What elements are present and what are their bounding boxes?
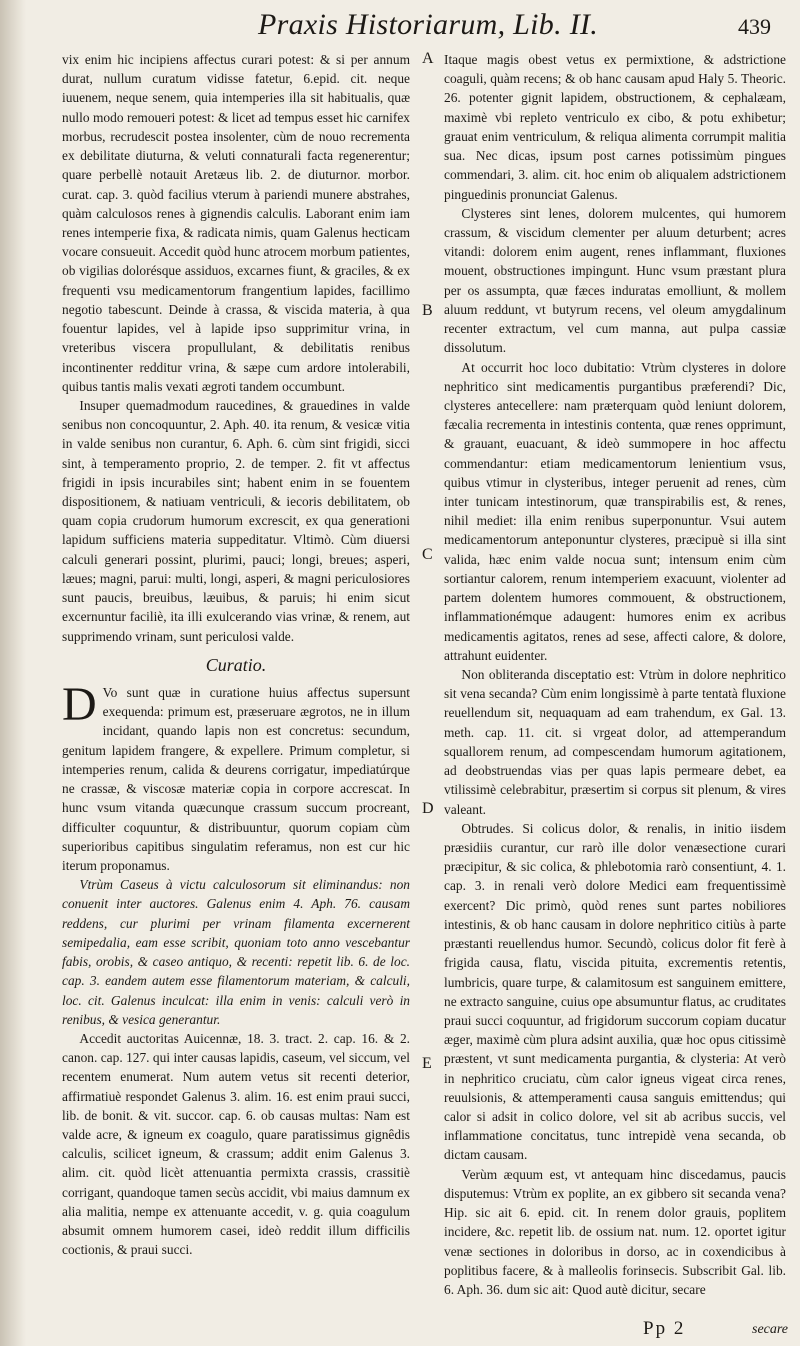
- right-paragraph-6: Verùm æquum est, vt antequam hinc discedamus, paucis disputemus: Vtrùm ex poplite, an ex gibbero sit secanda vena? Hip. sic ait 6. epid. cit. In renem dolor grauis, poplitem incidere, &c. repetit lib. de ossium nat. num. 12. oportet igitur venæ sectiones in doloribus in dorso, ac in coxendicibus à poplitibus facere, & à malleolis forinsecis. Subscribit Gal. lib. 6. Aph. 36. dum sic ait: Quod autè dicitur, secare: [444, 1166, 786, 1297]
- signature-mark: Pp 2: [643, 1318, 686, 1339]
- left-paragraph-3: [62, 678, 410, 875]
- right-paragraph-1: Itaque magis obest vetus ex permixtione, & adstrictione coaguli, quàm recens; & ob hanc causam apud Haly 5. Theoric. 26. potenter gignit lapidem, obstructionem, & cephalæam, maximè vbi repleto ventriculo ex cibo, & potu exhibetur; grauat enim ventriculum, & reliqua alimenta corrumpit malitia sua. Nec dicas, ipsum post carnes potissimùm pingues commendari, 3. alim. cit. hoc enim ob aliqualem adstrictionem pinguedinis pronunciat Galenus.: [444, 52, 786, 202]
- page-footer: [0, 1318, 800, 1342]
- right-paragraph-4: Non obliteranda disceptatio est: Vtrùm in dolore nephritico sit vena secanda? Cùm enim longissimè à parte tentatà fluxione reuellendum sit, nequaquam ad eam trahendum, ex Gal. 13. meth. cap. 11. cit. si vrgeat dolor, ad attemperandum squallorem renum, ad compescendam humorum agitationem, ad deobstruendas vias per quas lapis permeare debet, ea vtilissimè celebrabitur, præsertim si corpus sit plenum, & vires valeant.: [444, 667, 786, 817]
- page-header: [0, 8, 800, 46]
- margin-letter-a: A: [422, 50, 434, 67]
- margin-letter-d: D: [422, 800, 434, 817]
- catchword: secare: [752, 1322, 789, 1337]
- right-paragraph-3: At occurrit hoc loco dubitatio: Vtrùm clysteres in dolore nephritico sint medicamentis purgantibus præferendi? Dic, clysteres antecellere: nam præterquam quòd leniunt dolorem, fæcalia recrementa in intestinis contenta, quæ renes opprimunt, & grauant, euacuant, & ideò summopere in hoc affectu commendantur: etiam medicamentorum lenientium vsus, quibus vtimur in clysteribus, integer peruenit ad renes, cùm inter tunicam intestinorum, quæ transpirabilis est, & renes, nihil mediet: illa enim renibus superponuntur. Vsui autem medicamentorum anteponuntur clysteres, præcipuè si illa sint valida, hæc enim valde nocua sunt; intensum enim cùm sortiantur calorem, renum intemperiem exacuunt, violenter ad partem dolentem humores commouent, & obstructionem, inflammationémque adaugent: humores enim ex acribus medicamentis agitatos, renes ad sese, affecti calore, & dolore, attrahunt euidenter.: [444, 359, 786, 663]
- left-column: [62, 50, 410, 1260]
- left-paragraph-4: Vtrùm Caseus à victu calculosorum sit eliminandus: non conuenit inter auctores. Galenus enim 4. Aph. 76. causam reddens, cur plurimi per vrinam filamenta excernerent semipedalia, eam esse scribit, quoniam toto anno vescebantur fabis, orobis, & caseo antiquo, & recenti: repetit lib. 6. de loc. cap. 3. eandem autem esse filamentorum materiam, & calculi, loc. cit. Galenus inculcat: illa enim in venis: calculi verò in renibus, & vesica generantur.: [62, 877, 410, 1027]
- right-column: [444, 50, 786, 1299]
- margin-letter-b: B: [422, 302, 433, 319]
- left-paragraph-3-text: Vo sunt quæ in curatione huius affectus supersunt exequenda: primum est, præseruare ægrotos, ne in illum incidant, quando lapis non est concretus: secundum, genitum lapidem frangere, & expellere. Primum completur, si intemperies renum, calida & deurens corrigatur, impediatúrque ne crassæ, & viscosæ materiæ copia in corpore accrescat. In hunc vsum vitanda quæcunque crassum succum procreant, difficulter coquuntur, & distribuuntur, quorum copiam cùm superioribus capitibus singulatim referamus, non est cur hic iterum proponamus.: [62, 685, 410, 873]
- right-paragraph-2: Clysteres sint lenes, dolorem mulcentes, qui humorem crassum, & viscidum clementer per aluum deturbent; acres vitandi: dolorem enim augent, renes inflammant, fluxiones mouent, obstructiones impingunt. Hunc vsum præstant plura per os assumpta, quæ fæces induratas emolliunt, & mollem aluum reddunt, vt butyrum recens, vel oleum amygdalinum recenter extractum, vel cum manna, aut pulpa cassiæ dissolutum.: [444, 205, 786, 356]
- running-title: Praxis Historiarum, Lib. II.: [258, 8, 599, 41]
- page-number: 439: [738, 14, 771, 39]
- margin-letter-e: E: [422, 1055, 432, 1072]
- left-paragraph-2: Insuper quemadmodum raucedines, & grauedines in valde senibus non concoquuntur, 2. Aph. 40. ita renum, & vesicæ vitia in valde senibus non curantur, 6. Aph. 6. cùm sint frigidi, sicci sint, à temperamento proprio, 2. de temper. 2. fit vt affectus frigidi in ipsis incurabiles sint; habent enim in se fouentem dispositionem, & natiuam ventriculi, & iecoris debilitatem, ob quam copia crudorum humorum excrescit, ex qua generationi lapidum sufficiens materia suppeditatur. Vltimò. Cùm diuersi calculi generari possint, plurimi, pauci; longi, breues; asperi, læues; magni, parui: multi, longi, asperi, & magni periculosiores sunt paucis, breuibus, læuibus, & paruis; hi enim sicut excernuntur faciliè, ita illi exulcerando vias vrinæ, & renem, aut supprimendo vrinam, sunt periculosi valde.: [62, 397, 410, 644]
- left-paragraph-1: vix enim hic incipiens affectus curari potest: & si per annum durat, nullum curatum vidisse fatetur, 6.epid. cit. neque iuuenem, neque senem, quia intemperies illa sit habitualis, quæ nullo modo remoueri potest: & licet ad tempus esset hic carnifex morbus, recrudescit postea insolenter, cùm de nouo recrementa ex debilitate diuturna, & veluti connaturali facta regenerentur; quare perbellè notauit Aretæus lib. 2. de diuturnor. morbor. curat. cap. 3. quòd facilius vterum à pariendi munere abstrahes, quàm calculosos renes à gignendis calculis. Laborant enim iam renes intemperie fixa, & radicata nimis, quam Galenus hecticam vocare consueuit. Accedit quòd hunc atrocem morbum patientes, ob vigilias dolorésque assiduos, excarnes fiunt, & graciles, & ex frequenti vsu medicamentorum frangentium lapides, facillimo negotio tabescunt. Deinde à crassa, & viscida materia, à qua fouentur lapides, vel à lapide ipso supprimitur vrina, in vreteribus viscera propullulant, & debilitatis renibus incontinenter redditur vrina, & sæpe cum ardore intolerabili, quibus tantis malis vexati ægroti tandem occumbunt.: [62, 52, 410, 394]
- margin-letter-c: C: [422, 546, 433, 563]
- drop-capital: D: [62, 678, 97, 731]
- right-paragraph-5: Obtrudes. Si colicus dolor, & renalis, in initio iisdem præsidiis curantur, cur rarò ille dolor venæsectione curari præcipitur, & sic colica, & phlebotomia rarò consentiunt, 4. 1. cap. 3. in renali verò dolore Medici eam frequentissimè exercent? Dic primò, quòd renes sunt partes nobiliores intestinis, & ob hanc causam in dolore nephritico citiùs à parte præstanti reuellendus humor. Secundò, colicus dolor fit ferè à frigida causa, flatu, viscida pituita, excrementis retentis, lumbricis, quare turpe, & calamitosum est sanguinem emittere, ne extracto sanguine, cuius ope absumuntur flatus, ac cruditates praui succi coquuntur, ad frigidorum succorum copiam ducatur æger, maximè cùm plura adsint auxilia, quæ hoc opus citissimè præstent, vt sunt medicamenta purgantia, & clysteria: At verò in nephritico cruciatu, cùm calor igneus vigeat circa renes, reuulsionis, & attemperamenti causa sanguis emittendus; qui calor si adsit in colico dolore, vel sit ab acribus succis, vel inflammatione concitatus, tunc intrepidè vena secanda, ob dictam causam.: [444, 820, 786, 1163]
- section-heading-curatio: Curatio.: [205, 654, 267, 675]
- left-paragraph-5: Accedit auctoritas Auicennæ, 18. 3. tract. 2. cap. 16. & 2. canon. cap. 127. qui inter causas lapidis, caseum, vel siccum, vel recentem enumerat. Num autem vetus sit recenti deterior, affirmatiuè respondet Galenus 3. alim. 16. est enim praui succi, lib. de bonit. & vit. succor. cap. 6. ob causas multas: Nam est valde acre, & igneum ex coagulo, quare paratissimus gignêdis calculis, scilicet igneum, & crassum; addit enim Galenus 3. alim. cit. quòd licèt attenuantia permixta crassis, crassitiè corrigant, quandoque tamen secùs accidit, vbi maius damnum ex alia malitia, nempe ex attenuante accedit, v. g. quia coagulum absumit omnem humorem casei, ideò reddit illum difficilis coctionis, & praui succi.: [62, 1030, 410, 1258]
- page-gutter-shadow: [0, 0, 26, 1346]
